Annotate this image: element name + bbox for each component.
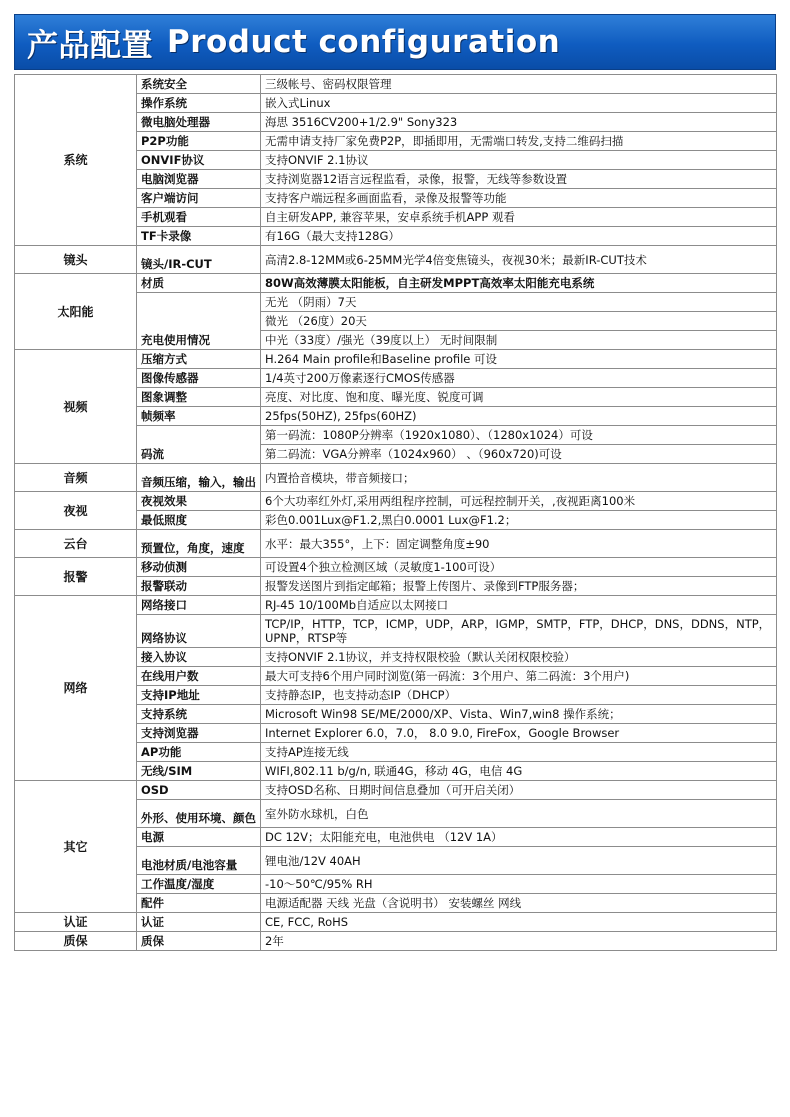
spec-value-cell: 彩色0.001Lux@F1.2,黑白0.0001 Lux@F1.2； — [261, 511, 777, 530]
table-row — [15, 781, 777, 800]
spec-value-cell: 电源适配器 天线 光盘（含说明书） 安装螺丝 网线 — [261, 894, 777, 913]
spec-value-cell: 有16G（最大支持128G） — [261, 227, 777, 246]
category-cell: 认证 — [15, 913, 137, 932]
spec-key-cell: 认证 — [137, 913, 261, 932]
category-cell: 其它 — [15, 781, 137, 913]
spec-value-cell: 最大可支持6个用户同时浏览(第一码流：3个用户、第二码流：3个用户) — [261, 667, 777, 686]
spec-value-cell: 自主研发APP, 兼容苹果，安卓系统手机APP 观看 — [261, 208, 777, 227]
spec-value-cell: 无需申请支持厂家免费P2P，即插即用，无需端口转发,支持二维码扫描 — [261, 132, 777, 151]
spec-key-cell: 手机观看 — [137, 208, 261, 227]
spec-value-cell: 1/4英寸200万像素逐行CMOS传感器 — [261, 369, 777, 388]
spec-key-cell: 镜头/IR-CUT — [137, 246, 261, 274]
spec-value-cell: 25fps(50HZ), 25fps(60HZ) — [261, 407, 777, 426]
spec-key-cell: 无线/SIM — [137, 762, 261, 781]
spec-key-cell: 支持浏览器 — [137, 724, 261, 743]
spec-value-cell: 可设置4个独立检测区域（灵敏度1-100可设） — [261, 558, 777, 577]
spec-value-cell: 第二码流：VGA分辨率（1024x960） 、（960x720)可设 — [261, 445, 777, 464]
spec-key-cell: 预置位，角度，速度 — [137, 530, 261, 558]
spec-value-cell: 三级帐号、密码权限管理 — [261, 75, 777, 94]
table-row — [15, 558, 777, 577]
spec-value-cell: 支持静态IP，也支持动态IP（DHCP） — [261, 686, 777, 705]
spec-key-cell: 电脑浏览器 — [137, 170, 261, 189]
table-row — [15, 492, 777, 511]
spec-value-cell: 支持ONVIF 2.1协议 — [261, 151, 777, 170]
spec-key-cell: 夜视效果 — [137, 492, 261, 511]
table-row — [15, 932, 777, 951]
spec-value-cell: Microsoft Win98 SE/ME/2000/XP、Vista、Win7,win8 操作系统； — [261, 705, 777, 724]
spec-key-cell: 报警联动 — [137, 577, 261, 596]
spec-value-cell: 无光 （阴雨）7天 — [261, 293, 777, 312]
spec-value-cell: Internet Explorer 6.0，7.0， 8.0 9.0, FireFox，Google Browser — [261, 724, 777, 743]
spec-value-cell: 水平：最大355°，上下：固定调整角度±90 — [261, 530, 777, 558]
spec-value-cell: -10～50℃/95% RH — [261, 875, 777, 894]
spec-key-cell: 系统安全 — [137, 75, 261, 94]
spec-key-cell: 压缩方式 — [137, 350, 261, 369]
header-banner — [14, 14, 776, 70]
spec-key-cell: 图像传感器 — [137, 369, 261, 388]
table-row — [15, 350, 777, 369]
spec-value-cell: 锂电池/12V 40AH — [261, 847, 777, 875]
spec-key-cell: 支持系统 — [137, 705, 261, 724]
spec-value-cell: 6个大功率红外灯,采用两组程序控制，可远程控制开关，,夜视距离100米 — [261, 492, 777, 511]
spec-key-cell: 帧频率 — [137, 407, 261, 426]
category-cell: 音频 — [15, 464, 137, 492]
spec-key-cell: 网络接口 — [137, 596, 261, 615]
table-row — [15, 274, 777, 293]
table-row — [15, 596, 777, 615]
spec-key-cell: ONVIF协议 — [137, 151, 261, 170]
product-config-sheet — [14, 14, 776, 951]
spec-value-cell: 嵌入式Linux — [261, 94, 777, 113]
spec-value-cell: 第一码流：1080P分辨率（1920x1080）、（1280x1024）可设 — [261, 426, 777, 445]
spec-key-cell: OSD — [137, 781, 261, 800]
category-cell: 云台 — [15, 530, 137, 558]
spec-key-cell: 支持IP地址 — [137, 686, 261, 705]
spec-key-cell: 图象调整 — [137, 388, 261, 407]
spec-value-cell: 80W高效薄膜太阳能板，自主研发MPPT高效率太阳能充电系统 — [261, 274, 777, 293]
category-cell: 镜头 — [15, 246, 137, 274]
spec-value-cell: WIFI,802.11 b/g/n, 联通4G，移动 4G，电信 4G — [261, 762, 777, 781]
spec-value-cell: 支持OSD名称、日期时间信息叠加（可开启关闭） — [261, 781, 777, 800]
spec-value-cell: CE, FCC, RoHS — [261, 913, 777, 932]
spec-key-cell: 接入协议 — [137, 648, 261, 667]
spec-value-cell: 支持浏览器12语言远程监看，录像，报警，无线等参数设置 — [261, 170, 777, 189]
category-cell: 质保 — [15, 932, 137, 951]
table-row — [15, 530, 777, 558]
spec-value-cell: 支持客户端远程多画面监看，录像及报警等功能 — [261, 189, 777, 208]
header-title-cn: 产品配置 — [27, 27, 153, 64]
spec-key-cell: 材质 — [137, 274, 261, 293]
spec-value-cell: TCP/IP，HTTP，TCP，ICMP，UDP，ARP，IGMP，SMTP，FTP，DHCP，DNS，DDNS，NTP，UPNP，RTSP等 — [261, 615, 777, 648]
spec-key-cell: 操作系统 — [137, 94, 261, 113]
table-row — [15, 464, 777, 492]
spec-value-cell: 亮度、对比度、饱和度、曝光度、锐度可调 — [261, 388, 777, 407]
spec-value-cell: 高清2.8-12MM或6-25MM光学4倍变焦镜头，夜视30米；最新IR-CUT技术 — [261, 246, 777, 274]
spec-key-cell: 配件 — [137, 894, 261, 913]
spec-key-cell: 网络协议 — [137, 615, 261, 648]
spec-value-cell: 支持ONVIF 2.1协议，并支持权限校验（默认关闭权限校验） — [261, 648, 777, 667]
category-cell: 视频 — [15, 350, 137, 464]
spec-value-cell: 海思 3516CV200+1/2.9" Sony323 — [261, 113, 777, 132]
category-cell: 报警 — [15, 558, 137, 596]
spec-value-cell: 微光 （26度）20天 — [261, 312, 777, 331]
spec-key-cell: 电源 — [137, 828, 261, 847]
spec-value-cell: H.264 Main profile和Baseline profile 可设 — [261, 350, 777, 369]
spec-key-cell: 音频压缩，输入，输出 — [137, 464, 261, 492]
spec-key-cell: 客户端访问 — [137, 189, 261, 208]
spec-key-cell: 最低照度 — [137, 511, 261, 530]
table-row — [15, 75, 777, 94]
spec-value-cell: 支持AP连接无线 — [261, 743, 777, 762]
spec-key-cell: 外形、使用环境、颜色 — [137, 800, 261, 828]
spec-table — [14, 74, 777, 951]
category-cell: 太阳能 — [15, 274, 137, 350]
spec-key-cell: P2P功能 — [137, 132, 261, 151]
spec-key-cell: TF卡录像 — [137, 227, 261, 246]
table-row — [15, 913, 777, 932]
category-cell: 网络 — [15, 596, 137, 781]
spec-key-cell: 在线用户数 — [137, 667, 261, 686]
spec-key-cell: 电池材质/电池容量 — [137, 847, 261, 875]
spec-key-cell: 移动侦测 — [137, 558, 261, 577]
spec-value-cell: 内置拾音模块，带音频接口； — [261, 464, 777, 492]
header-title-en: Product configuration — [167, 24, 561, 60]
category-cell: 系统 — [15, 75, 137, 246]
spec-key-cell: 质保 — [137, 932, 261, 951]
spec-key-cell: 码流 — [137, 426, 261, 464]
spec-key-cell: AP功能 — [137, 743, 261, 762]
spec-key-cell: 工作温度/湿度 — [137, 875, 261, 894]
spec-key-cell: 充电使用情况 — [137, 293, 261, 350]
spec-value-cell: 2年 — [261, 932, 777, 951]
spec-key-cell: 微电脑处理器 — [137, 113, 261, 132]
category-cell: 夜视 — [15, 492, 137, 530]
spec-value-cell: RJ-45 10/100Mb自适应以太网接口 — [261, 596, 777, 615]
table-row — [15, 246, 777, 274]
spec-value-cell: DC 12V；太阳能充电，电池供电 （12V 1A） — [261, 828, 777, 847]
spec-value-cell: 中光（33度）/强光（39度以上） 无时间限制 — [261, 331, 777, 350]
spec-value-cell: 室外防水球机，白色 — [261, 800, 777, 828]
spec-value-cell: 报警发送图片到指定邮箱；报警上传图片、录像到FTP服务器； — [261, 577, 777, 596]
